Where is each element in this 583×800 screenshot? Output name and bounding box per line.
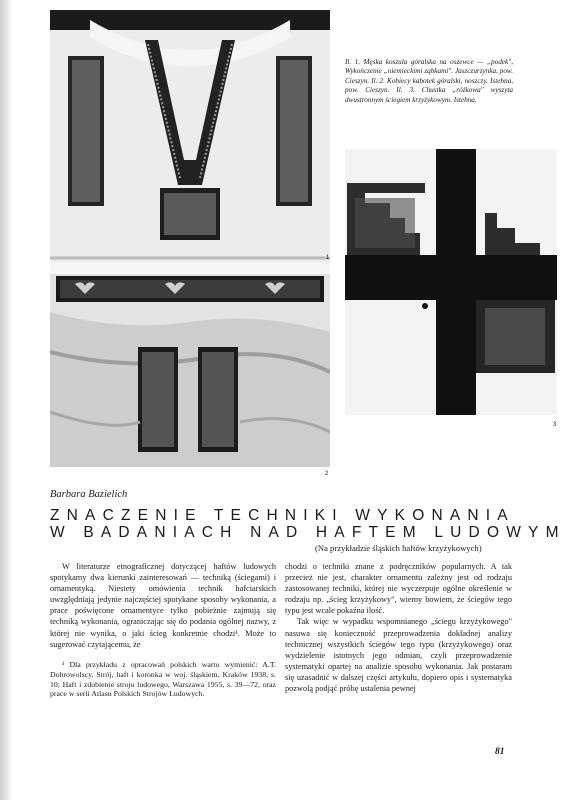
- body-column-left: [50, 561, 276, 650]
- article-author: Barbara Bazielich: [50, 489, 128, 500]
- figure-1-number: 1: [326, 255, 330, 261]
- body-paragraph: chodzi o techniki znane z podręczników popularnych. A tak przecież nie jest, charakter ornamentu zależny jest od rodzaju zastosowanej techniki, której nie wyczerpuje ogólne określenie w rodzaju np. „ścieg krzyżykowy", wiemy bowiem, że ściegów tego typu jest wcale pokaźna ilość.: [285, 562, 512, 616]
- body-paragraph: W literaturze etnograficznej dotyczącej haftów ludowych spotykamy dwa kierunki zainteresowań — techniką (ściegami) i ornamentyką. Niestety omówienia technik hafciarskich uwzględniają jedynie najczęściej spotykane sposoby wykonania, a prace poświęcone ornamentyce tylko pobieżnie zajmują się techniką wykonania, ograniczając się do podania ogólnej nazwy, z której nie wynika, o jaki ścieg konkretnie chodzi¹. Może to sugerować czytającemu, że: [50, 562, 276, 649]
- figure-3-number: 3: [553, 422, 557, 428]
- body-paragraph: Tak więc w wypadku wspomnianego „ściegu krzyżykowego" nasuwa się konieczność przeprowadzenia dokładnej analizy technicznej wszystkich ściegów tego typu (krzyżykowego) oraz wydzielenie istotnych jego odmian, czyli przeprowadzenie systematyki opartej na analizie sposobu wykonania. Jak postaram się uzasadnić w dalszej części artykułu, dopiero opis i systematyka pozwolą podjąć próbę ustalenia pewnej: [285, 617, 512, 694]
- article-title-line-2: W BADANIACH NAD HAFTEM LUDOWYM: [50, 524, 566, 541]
- article-subtitle: (Na przykładzie śląskich haftów krzyżykowych): [315, 543, 482, 553]
- shirt-illustration: [50, 10, 330, 262]
- figure-1-shirt-photo: [50, 10, 330, 262]
- kerchief-illustration: [345, 143, 557, 415]
- figure-2-kabotek-photo: [50, 262, 330, 467]
- figure-3-kerchief-photo: [345, 143, 557, 415]
- page-edge-shadow: [0, 0, 12, 800]
- footnote-text: ¹ Dla przykładu z opracowań polskich warto wymienić: A.T. Dobrowolscy, Strój, haft i koronka w woj. śląskiem, Kraków 1938, s. 10; Haft i zdobienie stroju ludowego, Warszawa 1955, s. 39—72, oraz prace w serii Atlasu Polskich Strojów Ludowych.: [50, 660, 276, 699]
- kabotek-illustration: [50, 262, 330, 467]
- figure-caption: Il. 1. Męska koszula góralska na oszewce — „podek", Wykończenie „niemieckimi ząbkami". Jaszczurzynka, pow. Cieszyn. Il. 2. Kobiecy kabotek góralski, noszczy. Istebna, pow. Cieszyn. Il. 3. Chustka „różkowa" wyszyta dwustronnym ściegiem krzyżykowym. Istebna.: [345, 58, 513, 104]
- footnote: [50, 660, 276, 699]
- body-column-right: [285, 561, 512, 694]
- article-title-line-1: ZNACZENIE TECHNIKI WYKONANIA: [50, 507, 515, 524]
- figure-2-number: 2: [325, 471, 329, 477]
- page-number: 81: [495, 747, 505, 757]
